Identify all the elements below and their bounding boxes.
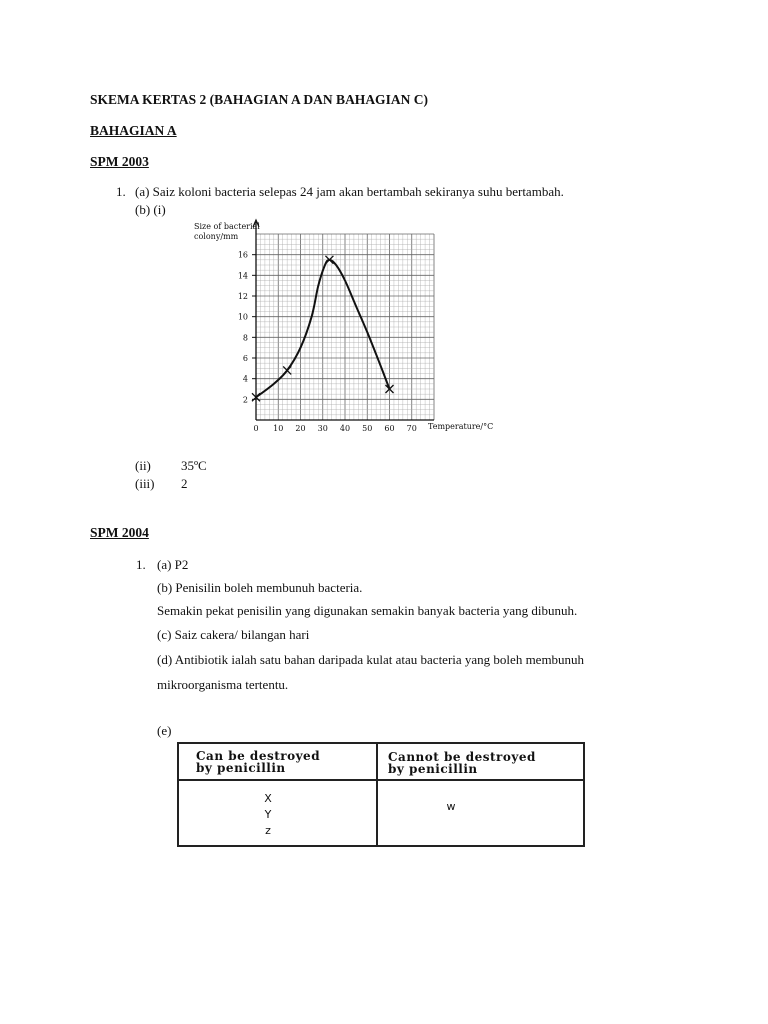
table-column-divider	[376, 744, 378, 845]
penicillin-table	[177, 742, 585, 847]
table-cell-cannot-destroy-values: w	[446, 800, 456, 813]
x-tick-label: 20	[295, 424, 306, 433]
y-tick-label: 8	[242, 333, 248, 343]
spm2004-answer-b2: Semakin pekat penisilin yang digunakan semakin banyak bacteria yang dibunuh.	[157, 603, 578, 618]
x-tick-label: 40	[339, 424, 351, 433]
spm2004-answer-e-label: (e)	[157, 723, 172, 738]
spm2003-heading: SPM 2003	[90, 154, 149, 169]
spm2003-answer-iii-value: 2	[181, 476, 188, 491]
table-header-can-destroy: Can be destroyed by penicillin	[196, 749, 321, 775]
chart-xlabel: Temperature/°C	[428, 422, 494, 431]
table-cell-can-destroy-values: X Y z	[264, 792, 272, 837]
y-tick-label: 10	[237, 312, 248, 322]
y-tick-label: 2	[242, 395, 248, 405]
x-tick-label: 10	[273, 424, 284, 433]
spm2003-answer-ii-label: (ii)	[135, 458, 151, 473]
chart-grid	[256, 234, 434, 420]
spm2004-answer-b1: (b) Penisilin boleh membunuh bacteria.	[157, 580, 363, 595]
document-title: SKEMA KERTAS 2 (BAHAGIAN A DAN BAHAGIAN C)	[90, 92, 428, 107]
spm2004-heading: SPM 2004	[90, 525, 149, 540]
x-tick-label: 70	[406, 424, 417, 433]
chart-ylabel-line2: colony/mm	[194, 232, 239, 241]
spm2004-answer-a: (a) P2	[157, 557, 189, 572]
table-header-divider	[179, 779, 583, 781]
spm2004-answer-c: (c) Saiz cakera/ bilangan hari	[157, 627, 310, 642]
y-tick-label: 12	[237, 292, 248, 301]
spm2003-answer-ii-value: 35ºC	[181, 458, 207, 473]
bacteria-growth-chart	[188, 216, 518, 438]
x-tick-label: 30	[317, 424, 328, 433]
y-tick-label: 14	[237, 271, 248, 281]
spm2004-question-number: 1.	[136, 557, 146, 572]
table-header-cannot-destroy: Cannot be destroyed by penicillin	[388, 750, 536, 776]
x-tick-label: 60	[384, 424, 395, 433]
x-tick-label: 50	[362, 424, 373, 433]
spm2003-answer-iii-label: (iii)	[135, 476, 155, 491]
y-tick-label: 4	[242, 374, 248, 384]
y-tick-label: 16	[237, 250, 248, 260]
spm2004-answer-d1: (d) Antibiotik ialah satu bahan daripada kulat atau bacteria yang boleh membunuh	[157, 652, 585, 667]
spm2003-answer-a: (a) Saiz koloni bacteria selepas 24 jam akan bertambah sekiranya suhu bertambah.	[135, 184, 564, 199]
y-tick-label: 6	[242, 354, 248, 363]
chart-axes	[253, 220, 434, 420]
chart-x-ticks	[253, 424, 416, 433]
x-tick-label: 0	[253, 424, 259, 433]
spm2003-question-number: 1.	[116, 184, 126, 199]
chart-ylabel-line1: Size of bacterial	[194, 222, 260, 231]
spm2003-answer-b-label: (b) (i)	[135, 202, 166, 217]
section-heading-a: BAHAGIAN A	[90, 123, 177, 138]
chart-y-ticks	[238, 251, 256, 405]
spm2004-answer-d2: mikroorganisma tertentu.	[157, 677, 289, 692]
